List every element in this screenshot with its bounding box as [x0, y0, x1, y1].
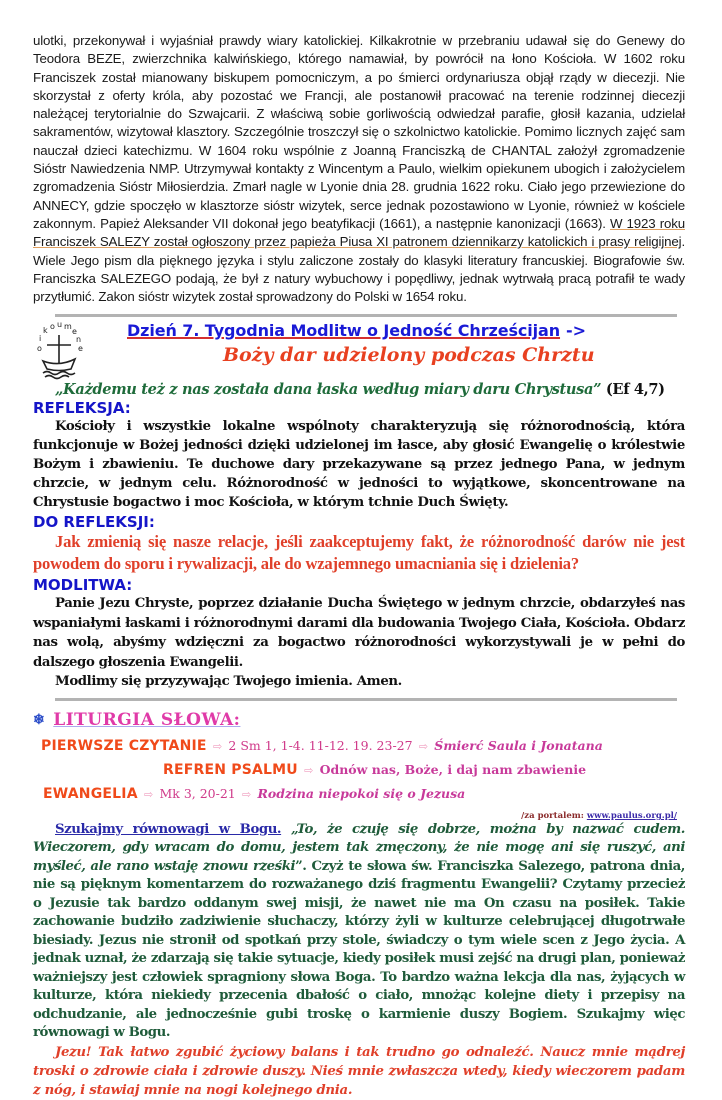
- reading-label: PIERWSZE CZYTANIE: [41, 737, 207, 754]
- reading-gospel: [43, 784, 685, 805]
- bio-text-start: ulotki, przekonywał i wyjaśniał prawdy wiary katolickiej. Kilkakrotnie w przebraniu udawał się do Genewy do Teodora BEZE, zwierzchnika kalwińskiego, którego namawiał, by powrócił na łono Kościoła. W 1602 roku Franciszek został mianowany biskupem pomocniczym, a po śmierci ordynariusza objął rządy w diecezji. Nie skorzystał z oferty króla, aby pozostać we Francji, ale postanowił pracować na terenie rodzinnej diecezji należącej terytorialnie do Szwajcarii. Z właściwą sobie gorliwością odwiedzał parafie, głosił kazania, udzielał sakramentów, wizytował klasztory. Szczególnie troszczył się o szkolnictwo katolickie. Pomimo licznych zajęć sam nauczał dzieci katechizmu. W 1604 roku wspólnie z Joanną Franciszką de CHANTAL założył zgromadzenie Sióstr Nawiedzenia NMP. Utrzymywał kontakty z Wincentym a Paulo, wielkim opiekunem ubogich i założycielem zgromadzenia Sióstr Miłosierdzia. Zmarł nagle w Lyonie dnia 28. grudnia 1622 roku. Ciało jego przewiezione do ANNECY, gdzie spoczęło w klasztorze sióstr wizytek, serce jednak pozostawiono w Lyonie, również w kościele zakonnym. Papież Aleksander VII dokonał jego beatyfikacji (1661), a następnie kanonizacji (1663).: [33, 33, 685, 231]
- svg-text:n: n: [76, 335, 82, 345]
- source-credit: [33, 811, 677, 821]
- prayer-text: Panie Jezu Chryste, poprzez działanie Ducha Świętego w jednym chrzcie, obdarzyłeś nas wspaniałymi łaskami i różnorodnymi darami dla budowania Twojego Ciała, Kościoła. Obdarz nas wolą, abyśmy wdzięczni za bogactwo różnorodności wykorzystywali je w pełni do dalszego głoszenia Ewangelii.: [33, 596, 685, 670]
- commentary-quote-end: ”.: [295, 858, 307, 874]
- prayer-closing: Modlimy się przyzywając Twojego imienia. Amen.: [55, 674, 402, 690]
- svg-text:o: o: [37, 344, 42, 354]
- commentary-lead: Szukajmy równowagi w Bogu.: [55, 821, 282, 837]
- liturgy-title-text: LITURGIA SŁOWA:: [53, 709, 241, 730]
- section-divider: [55, 698, 677, 701]
- day-subtitle: Boży dar udzielony podczas Chrztu: [223, 344, 595, 367]
- quote-text: „Każdemu też z nas została dana łaska według miary daru Chrystusa”: [55, 381, 602, 399]
- svg-text:o: o: [50, 322, 55, 332]
- reading-reference: Mk 3, 20-21: [159, 785, 236, 801]
- bio-text-end: . Wiele Jego pism dla pięknego języka i stylu zaliczone zostały do klasyki literatury francuskiej. Biografowie św. Franciszka SALEZEGO podają, że był z natury wybuchowy i popędliwy, jednak wytrwałą pracą potrafił te wady przytłumić. Zakon sióstr wizytek został sprowadzony do Polski w 1654 roku.: [33, 234, 685, 305]
- liturgy-title: [33, 710, 685, 730]
- day-title: [127, 321, 586, 340]
- svg-text:m: m: [64, 322, 72, 332]
- svg-text:e: e: [78, 344, 83, 354]
- source-link[interactable]: www.paulus.org.pl/: [586, 810, 677, 821]
- scripture-quote: [55, 381, 685, 398]
- bio-paragraph: [33, 32, 685, 306]
- arrow-right-icon: ⇨: [304, 764, 314, 777]
- quote-reference: (Ef 4,7): [605, 381, 665, 399]
- bio-underlined-text: W 1923 roku Franciszek SALEZY został ogłoszony przez papieża Piusa XI patronem dziennikarzy katolickich i prasy religijnej: [33, 215, 685, 250]
- document-page: [33, 32, 685, 1100]
- svg-text:u: u: [57, 321, 63, 330]
- source-prefix: /za portalem:: [521, 810, 587, 821]
- oikoumene-logo-icon: [33, 321, 85, 381]
- prayer-header: MODLITWA:: [33, 576, 133, 595]
- reading-reference: 2 Sm 1, 1-4. 11-12. 19. 23-27: [228, 737, 413, 753]
- svg-text:e: e: [72, 327, 77, 337]
- arrow-right-icon: ->: [566, 321, 586, 341]
- reading-title: Śmierć Saula i Jonatana: [434, 737, 603, 753]
- commentary-body: Czyż te słowa św. Franciszka Salezego, patrona dnia, nie są pięknym komentarzem do rozważanego dziś fragmentu Ewangelii? Czytamy przecież o Jezusie tak bardzo oddanym swej misji, że nawet nie ma On czasu na posiłek. Takie zachowanie budziło zadziwienie słuchaczy, którzy żyli w kulturze celebrującej długotrwałe biesiady. Jezus nie stronił od spotkań przy stole, świadczy o tym wiele scen z Jego życia. A jednak uznał, że zdarzają się takie sytuacje, kiedy posiłek musi zejść na drugi plan, ponieważ ważniejszy jest człowiek spragniony słowa Boga. To bardzo ważna lekcja dla nas, żyjących w kulturze, która niekiedy przecenia dbałość o ciało, mnożąc kolejne diety i przepisy na odchudzanie, ale jednocześnie gubi troskę o karmienie duszy Bogiem. Szukajmy więc równowagi w Bogu.: [33, 858, 685, 1041]
- arrow-right-icon: ⇨: [212, 740, 223, 753]
- svg-text:i: i: [39, 334, 42, 344]
- to-reflect-header: DO REFLEKSJI:: [33, 513, 155, 532]
- reflection-text: Kościoły i wszystkie lokalne wspólnoty charakteryzują się różnorodnością, która funkcjonuje w Bożej jedności dzięki udzielonej im łasce, aby głosić Ewangelię o królestwie Bożym i zbawieniu. Te duchowe dary przekazywane są przez jednego Pana, w jednym chrzcie, w jednym celu. Różnorodność w jedności to wyjątkowe, skoncentrowane na Chrystusie bogactwo i moc Kościoła, w którym tchnie Duch Święty.: [33, 419, 685, 511]
- reading-title: Odnów nas, Boże, i daj nam zbawienie: [319, 761, 587, 777]
- reading-label: EWANGELIA: [43, 785, 138, 802]
- commentary-quote: „To, że czuję się dobrze, można by nazwać cudem. Wieczorem, gdy wracam do domu, jestem tak zmęczony, że nie mogę ani się ruszyć, ani myśleć, ale rano wstaję znowu rześki: [33, 821, 685, 874]
- flower-icon: ❄: [33, 711, 46, 728]
- arrow-right-icon: ⇨: [418, 740, 429, 753]
- day-header: [33, 317, 685, 367]
- svg-text:k: k: [43, 326, 48, 336]
- closing-prayer: Jezu! Tak łatwo zgubić życiowy balans i tak trudno go odnaleźć. Naucz mnie mądrej troski o zdrowie ciała i zdrowie duszy. Nieś mnie zwłaszcza wtedy, kiedy wieczorem padam z nóg, i stawiaj mnie na nogi kolejnego dnia.: [33, 1044, 685, 1098]
- reading-first: [41, 736, 685, 757]
- arrow-right-icon: ⇨: [242, 788, 252, 801]
- reading-psalm: [163, 760, 685, 781]
- to-reflect-text: Jak zmienią się nasze relacje, jeśli zaakceptujemy fakt, że różnorodność darów nie jest powodem do sporu i rywalizacji, ale do wzajemnego umacniania się i dzielenia?: [33, 532, 685, 574]
- arrow-right-icon: ⇨: [144, 788, 154, 801]
- reading-label: REFREN PSALMU: [163, 761, 298, 778]
- day-title-text: Dzień 7. Tygodnia Modlitw o Jedność Chrześcijan: [127, 321, 561, 341]
- reflection-header: REFLEKSJA:: [33, 399, 131, 418]
- reading-title: Rodzina niepokoi się o Jezusa: [257, 785, 466, 801]
- commentary-text: [33, 821, 685, 1043]
